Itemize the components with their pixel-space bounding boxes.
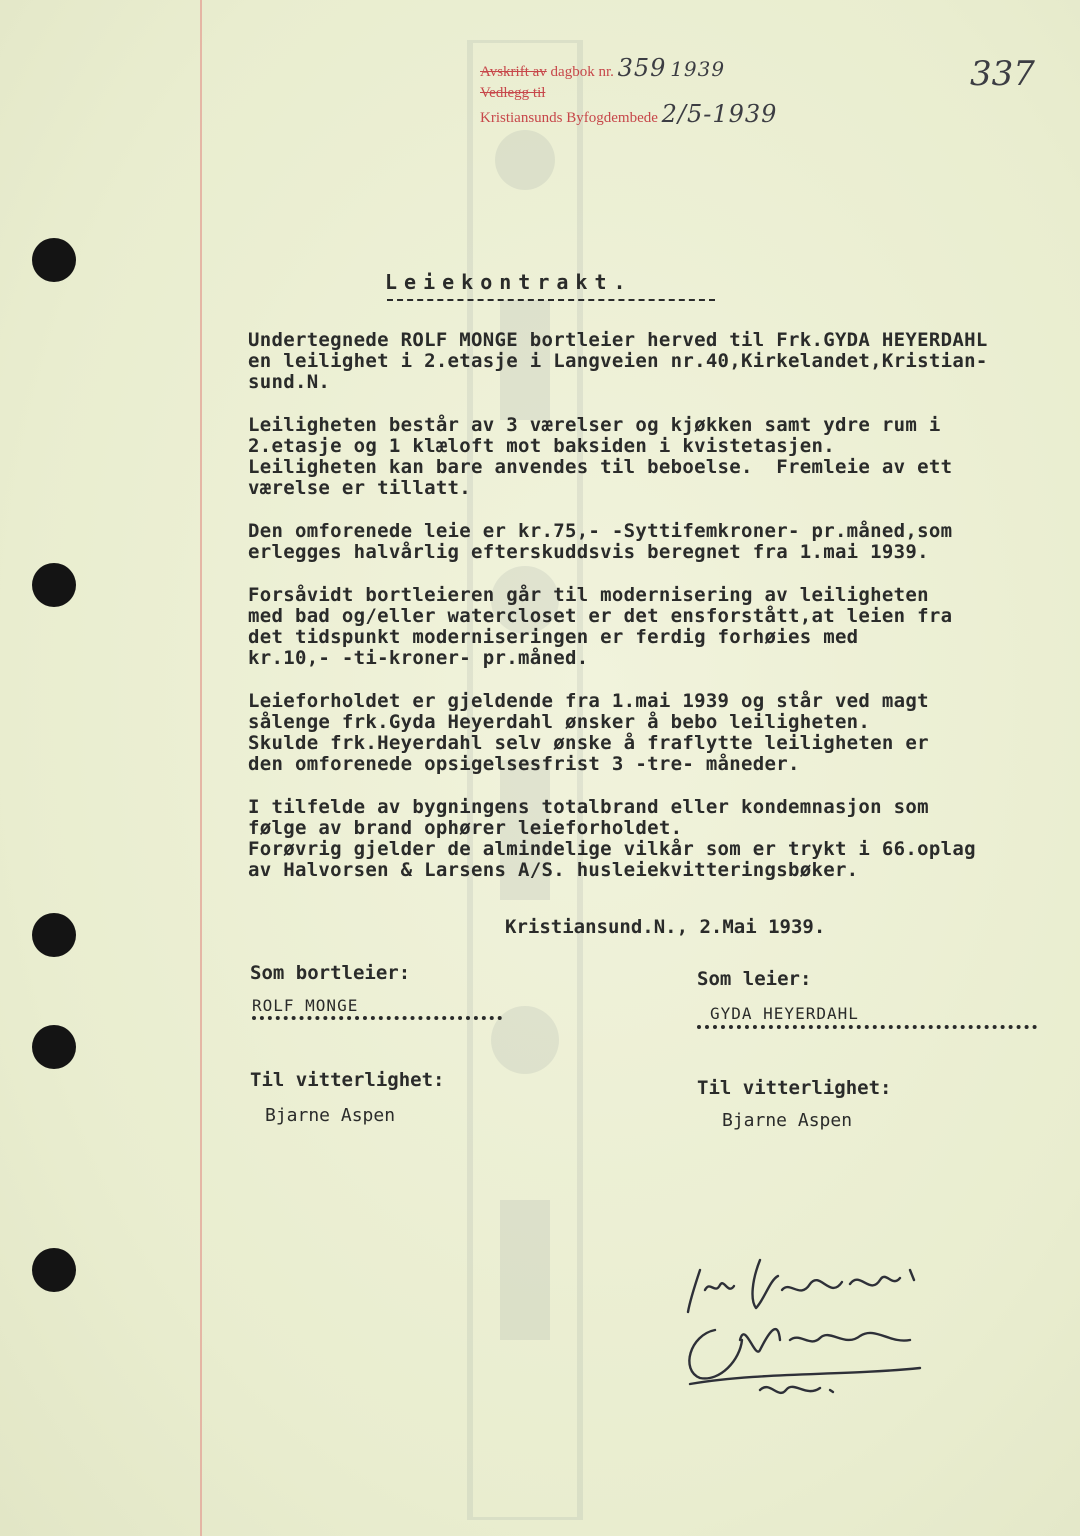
- stamp-vedlegg: Vedlegg til: [480, 85, 546, 101]
- stamp-office: Kristiansunds Byfogdembede: [480, 110, 658, 126]
- page-number: 337: [970, 54, 1035, 94]
- contract-body: [248, 330, 1048, 903]
- witness-name-left: Bjarne Aspen: [265, 1105, 396, 1126]
- paragraph: Leiligheten består av 3 værelser og kjøkken samt ydre rum i 2.etasje og 1 klæloft mot baksiden i kvistetasjen. Leiligheten kan bare anvendes til beboelse. Fremleie av ett værelse er tillatt.: [248, 414, 953, 499]
- lessor-name: ROLF MONGE: [252, 996, 359, 1015]
- punch-hole: [32, 1248, 76, 1292]
- paragraph: Undertegnede ROLF MONGE bortleier herved til Frk.GYDA HEYERDAHL en leilighet i 2.etasje i Langveien nr.40,Kirkelandet,Kristian- sund.N.: [248, 329, 988, 393]
- witness-label-left: Til vitterlighet:: [250, 1069, 445, 1091]
- paragraph: Den omforenede leie er kr.75,- -Syttifemkroner- pr.måned,som erlegges halvårlig efterskuddsvis beregnet fra 1.mai 1939.: [248, 520, 953, 563]
- witness-label-right: Til vitterlighet:: [697, 1077, 892, 1099]
- stamp-prefix: Avskrift av: [480, 64, 547, 80]
- document-title: Leiekontrakt.: [385, 270, 633, 294]
- paragraph: Leieforholdet er gjeldende fra 1.mai 1939 og står ved magt sålenge frk.Gyda Heyerdahl ønsker å bebo leiligheten. Skulde frk.Heyerdahl selv ønske å fraflytte leiligheten er den omforenede opsigelsesfrist 3 -tre- måneder.: [248, 690, 929, 775]
- lessee-signature-line: [697, 1025, 1037, 1029]
- lessee-label: Som leier:: [697, 968, 812, 990]
- punch-hole: [32, 1025, 76, 1069]
- margin-line: [200, 0, 202, 1536]
- witness-name-right: Bjarne Aspen: [722, 1110, 853, 1131]
- lessor-signature-line: [252, 1016, 502, 1020]
- punch-hole: [32, 913, 76, 957]
- archive-stamp: [480, 54, 778, 129]
- stamp-dagbok-number: 359: [617, 54, 667, 82]
- paragraph: I tilfelde av bygningens totalbrand eller kondemnasjon som følge av brand ophører leieforholdet. Forøvrig gjelder de almindelige vilkår som er trykt i 66.oplag av Halvorsen & Larsens A/S. husleiekvitteringsbøker.: [248, 796, 976, 881]
- handwritten-signature: [660, 1240, 960, 1400]
- stamp-dagbok-label: dagbok nr.: [550, 64, 614, 80]
- lessor-label: Som bortleier:: [250, 962, 411, 984]
- lessee-name: GYDA HEYERDAHL: [710, 1004, 859, 1023]
- title-underline: [387, 299, 715, 301]
- stamp-year: 1939: [670, 57, 726, 81]
- punch-hole: [32, 238, 76, 282]
- paragraph: Forsåvidt bortleieren går til modernisering av leiligheten med bad og/eller watercloset er det ensforstått,at leien fra det tidspunkt moderniseringen er ferdig forhøies med kr.10,- -ti-kroner- pr.måned.: [248, 584, 953, 669]
- place-date-line: Kristiansund.N., 2.Mai 1939.: [505, 916, 826, 938]
- stamp-date: 2/5-1939: [661, 100, 778, 128]
- punch-hole: [32, 563, 76, 607]
